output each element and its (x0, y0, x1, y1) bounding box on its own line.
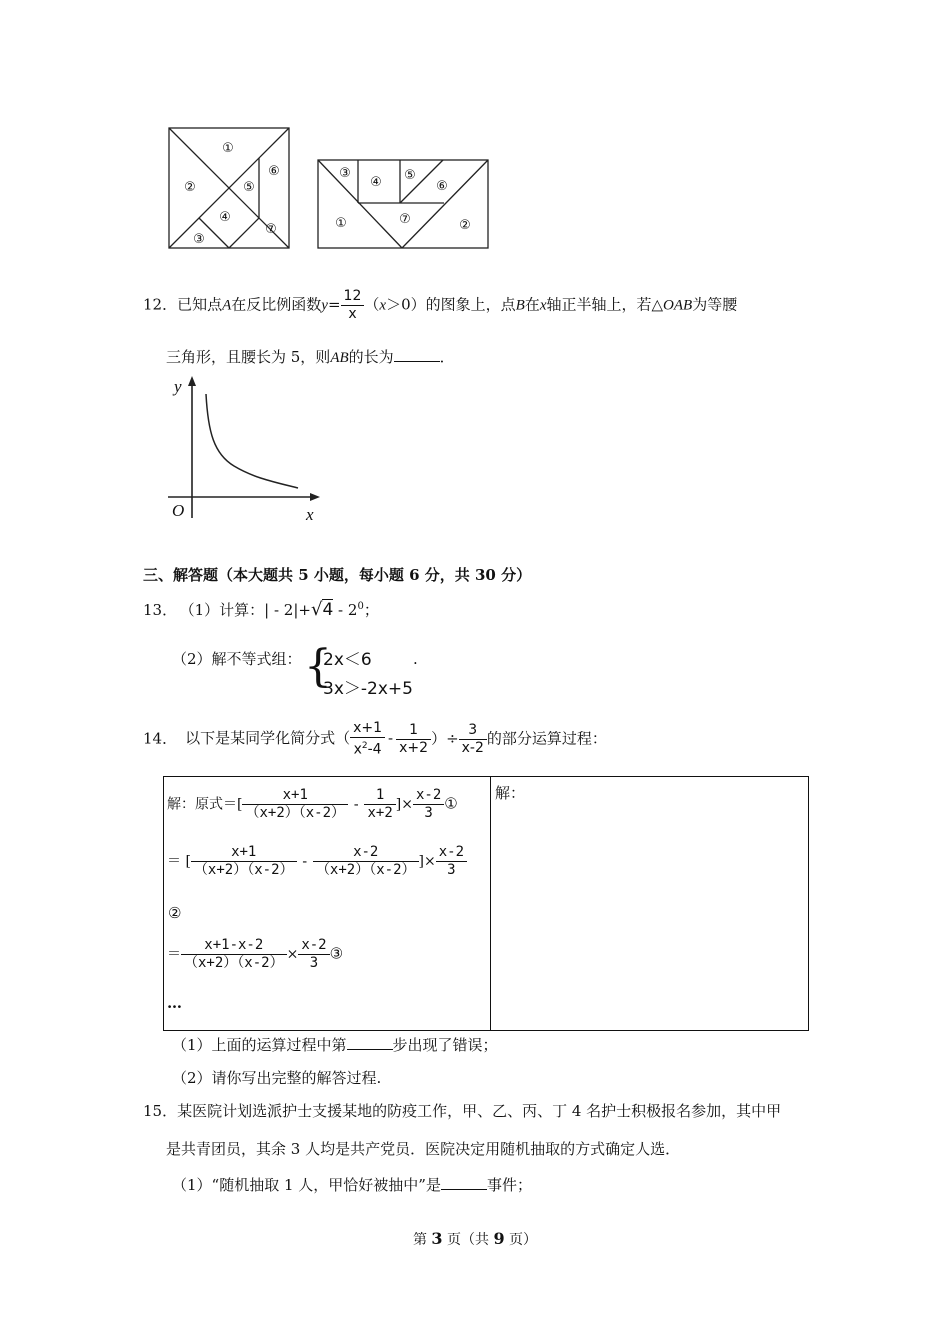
hyperbola-curve (206, 394, 298, 488)
minus-sign: - (352, 796, 361, 813)
q12-text: ． (439, 348, 455, 366)
step-fraction (181, 937, 287, 972)
step-fraction (298, 937, 329, 972)
q12-text: ＞0） (386, 295, 426, 314)
q12-text: 的图象上，点 (425, 295, 516, 314)
q13-expression: | - 2|+ (264, 601, 311, 619)
fraction-numerator: x+1-x-2 (181, 937, 287, 955)
step-fraction (242, 787, 348, 822)
q14-text: 的部分运算过程： (486, 729, 607, 748)
step-marker-2: ② (168, 904, 182, 922)
tangram-mid-cut-2 (229, 218, 259, 248)
origin-label: O (172, 501, 185, 520)
x-axis-label: x (306, 505, 314, 524)
solution-table (163, 776, 809, 1031)
minus-sign: - (388, 729, 394, 748)
solution-step-2 (167, 844, 467, 879)
step-text: ]× (418, 853, 436, 870)
var-x: x (379, 297, 387, 314)
tangram-label: ⑦ (399, 212, 411, 227)
answer-area-label: 解： (495, 784, 526, 802)
tangram-label: ⑤ (243, 180, 255, 195)
step-fraction (313, 844, 419, 879)
section-title: 三、解答题（本大题共 5 小题，每小题 6 分，共 30 分） (143, 566, 532, 584)
tangram-rectangle-figure (314, 157, 492, 251)
table-divider (490, 777, 491, 1030)
fraction-numerator: 3 (459, 722, 487, 740)
fraction-denominator: 3 (447, 862, 456, 878)
q15-text: 事件； (486, 1176, 532, 1194)
q12-text: 三角形，且腰长为 5，则 (166, 348, 331, 366)
q14-sub2: （2）请你写出完整的解答过程. (172, 1069, 382, 1087)
inequality-2: 3x＞-2x+5 (323, 679, 413, 699)
var-y: y (321, 297, 328, 314)
step-text: ＝ (167, 946, 181, 963)
fraction-numerator: 12 (341, 288, 365, 306)
solution-step-3 (167, 937, 343, 972)
q13-text: （1）计算： (187, 601, 265, 619)
q12-line2 (166, 347, 455, 368)
y-axis-label: y (174, 377, 182, 396)
tangram-label: ③ (193, 232, 205, 247)
q14-text: 以下是某同学化简分式（ (185, 729, 351, 748)
fraction-denominator: x+2 (399, 739, 429, 756)
y-axis-arrow (188, 376, 196, 386)
tangram-square-figure (165, 125, 293, 251)
step-marker: ③ (329, 944, 344, 963)
point-a: A (222, 297, 232, 314)
q12-text: 为等腰 (692, 295, 738, 314)
inequality-1: 2x＜6 (323, 650, 372, 670)
step-text: ＝ [ (167, 853, 191, 870)
step-text: × (286, 946, 299, 963)
tangram-label: ④ (219, 210, 231, 225)
step-fraction (191, 844, 297, 879)
q14-text: ）÷ (431, 729, 459, 748)
step-fraction (436, 844, 467, 879)
footer-text: 页（共 (447, 1232, 489, 1248)
fraction-denominator: x (348, 306, 357, 322)
sqrt-radicand: 4 (322, 600, 334, 620)
fraction-numerator: x+1 (242, 787, 348, 805)
step-marker: ① (444, 794, 458, 813)
fraction-denominator: （x+2）（x-2） (184, 955, 284, 971)
tangram-label: ② (459, 218, 471, 233)
fraction-numerator: 1 (396, 722, 431, 740)
step-text: ]× (395, 796, 413, 813)
fraction-numerator: x-2 (313, 844, 419, 862)
q13-part2-label: （2）解不等式组： (172, 650, 302, 668)
tangram-label: ⑤ (404, 168, 416, 183)
equals-sign: = (327, 295, 341, 314)
fraction-denominator: x+2 (367, 805, 393, 821)
fraction-numerator: x+1 (191, 844, 297, 862)
q15-text: （1）“随机抽取 1 人，甲恰好被抽中”是 (172, 1176, 441, 1194)
fraction-numerator: x-2 (298, 937, 329, 955)
q12-number: 12． (143, 295, 178, 314)
answer-blank (394, 347, 440, 362)
q15-sub1 (172, 1175, 532, 1195)
answer-blank (441, 1175, 487, 1190)
q12-text: 已知点 (177, 295, 223, 314)
step-fraction (364, 787, 395, 822)
fraction-denominator (350, 738, 385, 759)
q14-fraction-2 (396, 722, 431, 757)
q15-line1: 15．某医院计划选派护士支援某地的防疫工作，甲、乙、丙、丁 4 名护士积极报名参加，其中甲 (143, 1102, 782, 1120)
q14-fraction-3 (459, 722, 487, 757)
q14-intro (143, 720, 607, 759)
tangram-label: ③ (339, 166, 351, 181)
tangram-label: ① (222, 141, 234, 156)
q13-text: ； (363, 601, 379, 619)
denominator-base: x (353, 741, 362, 758)
tangram-label: ① (335, 216, 347, 231)
triangle-oab: OAB (663, 297, 693, 314)
footer-text: 页） (509, 1232, 538, 1248)
fraction-numerator: x-2 (436, 844, 467, 862)
tangram-label: ⑥ (436, 179, 448, 194)
fraction-denominator: 3 (424, 805, 433, 821)
solution-step-1 (167, 787, 458, 822)
step-text: 解：原式＝[ (167, 796, 243, 813)
footer-text: 第 (412, 1232, 427, 1248)
exponent: 0 (357, 601, 364, 612)
q12-text: 在 (524, 295, 540, 314)
denominator-rest: -4 (367, 741, 382, 758)
tangram-label: ④ (370, 175, 382, 190)
fraction-numerator: x-2 (413, 787, 444, 805)
step-fraction (413, 787, 444, 822)
q13-part1 (143, 597, 379, 620)
q12-text: （ (364, 295, 380, 314)
fraction-denominator: （x+2）（x-2） (315, 862, 416, 878)
q12-fraction (341, 288, 365, 323)
q14-text: 步出现了错误； (392, 1036, 498, 1054)
fraction-numerator: x+1 (350, 720, 385, 738)
fraction-denominator: （x+2）（x-2） (193, 862, 294, 878)
inequality-brace-icon: { (304, 641, 332, 692)
q13-expression: - 2 (333, 601, 358, 619)
fraction-denominator: 3 (309, 955, 319, 971)
segment-ab: AB (330, 350, 349, 366)
inverse-function-graph (164, 372, 324, 524)
fraction-denominator: x-2 (461, 739, 484, 756)
page-number: 3 (431, 1229, 443, 1248)
tangram-label: ② (184, 180, 196, 195)
q12-line1 (143, 288, 737, 323)
q14-sub1 (172, 1035, 498, 1055)
fraction-numerator: 1 (364, 787, 395, 805)
q12-text: 的长为 (348, 348, 394, 366)
q12-text: 在反比例函数 (231, 295, 322, 314)
ellipsis: … (167, 994, 182, 1012)
x-axis-arrow (310, 493, 320, 501)
q12-text: 轴正半轴上，若△ (546, 295, 664, 314)
tangram-label: ⑦ (265, 222, 277, 237)
q13-number: 13． (143, 601, 178, 619)
q14-number: 14． (143, 729, 178, 748)
q13-period: . (413, 650, 418, 668)
page-total: 9 (493, 1229, 505, 1248)
q14-fraction-1 (350, 720, 385, 759)
tangram-label: ⑥ (268, 164, 280, 179)
sqrt-icon: √ (310, 599, 323, 620)
var-x: x (539, 297, 547, 314)
minus-sign: - (300, 853, 309, 870)
page-footer (0, 1229, 950, 1250)
answer-blank (347, 1035, 393, 1050)
fraction-denominator: （x+2）（x-2） (245, 805, 346, 821)
point-b: B (515, 297, 525, 314)
exponent: 2 (361, 741, 368, 751)
q14-text: （1）上面的运算过程中第 (172, 1036, 347, 1054)
q15-line2: 是共青团员，其余 3 人均是共产党员．医院决定用随机抽取的方式确定人选． (166, 1140, 681, 1158)
